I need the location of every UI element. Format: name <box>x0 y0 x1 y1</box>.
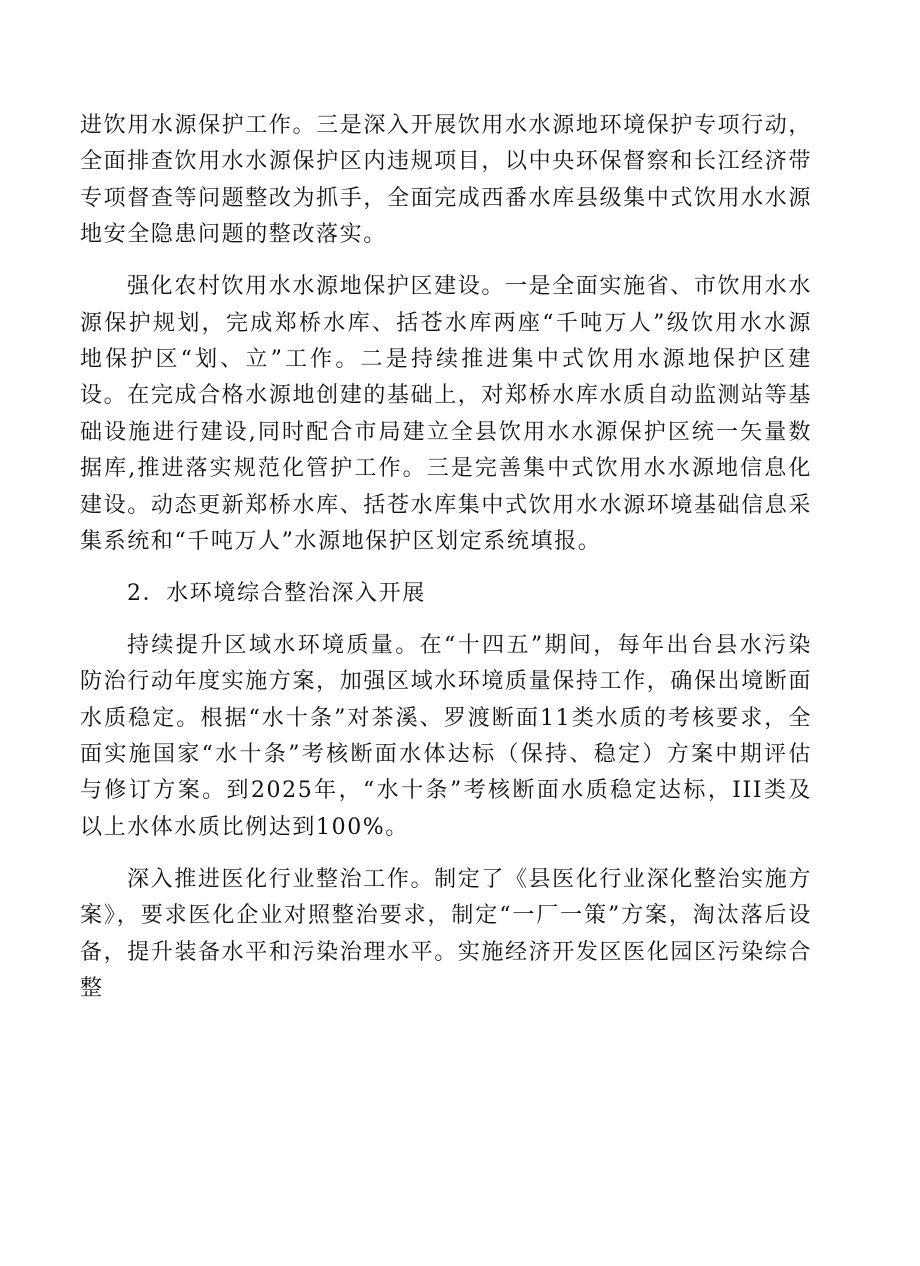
paragraph-regional-water-quality: 持续提升区域水环境质量。在“十四五”期间，每年出台县水污染防治行动年度实施方案，加强区域水环境质量保持工作，确保出境断面水质稳定。根据“水十条”对茶溪、罗渡断面11类水质的考核要求，全面实施国家“水十条”考核断面水体达标（保持、稳定）方案中期评估与修订方案。到2025年，“水十条”考核断面水质稳定达标，III类及以上水体水质比例达到100%。 <box>80 632 812 840</box>
paragraph-drinking-water-action: 进饮用水源保护工作。三是深入开展饮用水水源地环境保护专项行动，全面排查饮用水水源保护区内违规项目，以中央环保督察和长江经济带专项督查等问题整改为抓手，全面完成西番水库县级集中式饮用水水源地安全隐患问题的整改落实。 <box>80 113 812 248</box>
document-body <box>80 108 812 1007</box>
section-heading-water-environment: 2．水环境综合整治深入开展 <box>127 580 426 606</box>
paragraph-rural-water-source-protection: 强化农村饮用水水源地保护区建设。一是全面实施省、市饮用水水源保护规划，完成郑桥水库、括苍水库两座“千吨万人”级饮用水水源地保护区“划、立”工作。二是持续推进集中式饮用水源地保护区建设。在完成合格水源地创建的基础上，对郑桥水库水质自动监测站等基础设施进行建设,同时配合市局建立全县饮用水水源保护区统一矢量数据库,推进落实规范化管护工作。三是完善集中式饮用水水源地信息化建设。动态更新郑桥水库、括苍水库集中式饮用水水源环境基础信息采集系统和“千吨万人”水源地保护区划定系统填报。 <box>80 274 812 554</box>
paragraph-medical-chemical-rectification: 深入推进医化行业整治工作。制定了《县医化行业深化整治实施方案》，要求医化企业对照整治要求，制定“一厂一策”方案，淘汰落后设备，提升装备水平和污染治理水平。实施经济开发区医化园区污染综合整 <box>80 866 812 1001</box>
